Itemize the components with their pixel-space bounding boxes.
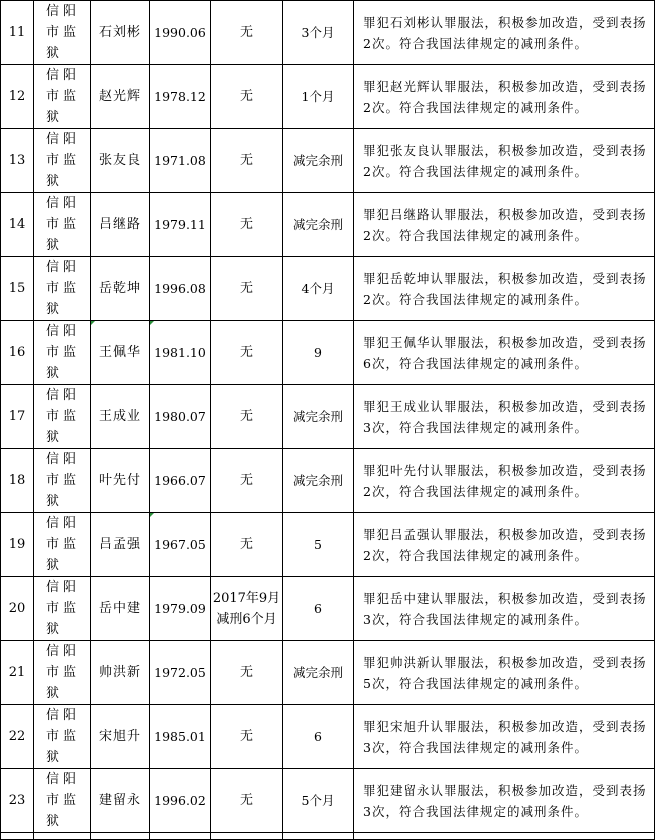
row-number-cell (1, 1, 34, 65)
prison-name-cell (34, 321, 91, 385)
proposed-reduction-cell (283, 513, 354, 577)
empty-cell (211, 833, 283, 840)
previous-reduction-cell (211, 193, 283, 257)
previous-reduction-cell (211, 705, 283, 769)
previous-reduction: 无 (239, 793, 253, 808)
row-number: 21 (8, 665, 26, 680)
table-row (1, 1, 655, 65)
inmate-name: 石刘彬 (98, 25, 141, 40)
reason-text: 罪犯吕孟强认罪服法，积极参加改造，受到表扬2次，符合我国法律规定的减刑条件。 (363, 526, 647, 563)
inmate-name-cell (91, 641, 150, 705)
inmate-name: 张友良 (98, 153, 141, 168)
inmate-name: 帅洪新 (98, 665, 141, 680)
row-number: 17 (8, 409, 26, 424)
reason-text: 罪犯赵光辉认罪服法，积极参加改造，受到表扬2次。符合我国法律规定的减刑条件。 (363, 78, 647, 115)
inmate-name-cell (91, 321, 150, 385)
row-number: 19 (8, 537, 26, 552)
prison-name-cell (34, 513, 91, 577)
prison-name-cell (34, 449, 91, 513)
prison-name: 信阳市监狱 (46, 68, 81, 125)
inmate-name-cell (91, 705, 150, 769)
inmate-name: 岳中建 (98, 601, 141, 616)
birth-date: 1985.01 (154, 729, 206, 744)
prison-name-cell (34, 769, 91, 833)
reason-text: 罪犯吕继路认罪服法，积极参加改造，受到表扬2次。符合我国法律规定的减刑条件。 (363, 206, 647, 243)
reason-text: 罪犯岳乾坤认罪服法，积极参加改造，受到表扬2次。符合我国法律规定的减刑条件。 (363, 270, 647, 307)
row-number: 14 (8, 217, 26, 232)
row-number-cell (1, 705, 34, 769)
proposed-reduction-cell (283, 257, 354, 321)
previous-reduction: 2017年9月减刑6个月 (212, 590, 281, 627)
table-row (1, 65, 655, 129)
prison-name-cell (34, 641, 91, 705)
table-row (1, 257, 655, 321)
prison-name: 信阳市监狱 (46, 324, 81, 381)
previous-reduction: 无 (239, 25, 253, 40)
table-row (1, 385, 655, 449)
reason-text-cell (354, 769, 655, 833)
proposed-reduction-cell (283, 193, 354, 257)
table-row-partial (1, 833, 655, 840)
inmate-name-cell (91, 257, 150, 321)
row-number-cell (1, 65, 34, 129)
row-number-cell (1, 385, 34, 449)
row-number: 11 (8, 25, 26, 40)
birth-date: 1990.06 (154, 25, 206, 40)
empty-cell (283, 833, 354, 840)
previous-reduction: 无 (239, 665, 253, 680)
previous-reduction-cell (211, 257, 283, 321)
reason-text-cell (354, 193, 655, 257)
proposed-reduction-cell (283, 385, 354, 449)
previous-reduction-cell (211, 769, 283, 833)
birth-date: 1979.09 (154, 601, 206, 616)
row-number-cell (1, 513, 34, 577)
cell-comment-marker (150, 321, 154, 325)
prison-name: 信阳市监狱 (46, 196, 81, 253)
row-number: 12 (8, 89, 26, 104)
row-number: 16 (8, 345, 26, 360)
reason-text-cell (354, 705, 655, 769)
birth-date: 1978.12 (154, 89, 206, 104)
inmate-name: 赵光辉 (98, 89, 141, 104)
empty-cell (91, 833, 150, 840)
prison-name: 信阳市监狱 (46, 452, 81, 509)
empty-cell (1, 833, 34, 840)
reason-text: 罪犯张友良认罪服法，积极参加改造，受到表扬2次。符合我国法律规定的减刑条件。 (363, 142, 647, 179)
previous-reduction-cell (211, 385, 283, 449)
table-row (1, 577, 655, 641)
reason-text: 罪犯王成业认罪服法，积极参加改造，受到表扬3次，符合我国法律规定的减刑条件。 (363, 398, 647, 435)
proposed-reduction: 减完余刑 (292, 473, 343, 488)
inmate-name: 吕继路 (98, 217, 141, 232)
birth-date-cell (150, 321, 211, 385)
birth-date: 1979.11 (154, 217, 206, 232)
reason-text-cell (354, 449, 655, 513)
reason-text: 罪犯石刘彬认罪服法，积极参加改造，受到表扬2次。符合我国法律规定的减刑条件。 (363, 14, 647, 51)
reason-text: 罪犯宋旭升认罪服法，积极参加改造，受到表扬3次，符合我国法律规定的减刑条件。 (363, 718, 647, 755)
birth-date: 1971.08 (154, 153, 206, 168)
reason-text-cell (354, 321, 655, 385)
proposed-reduction-cell (283, 321, 354, 385)
proposed-reduction-cell (283, 769, 354, 833)
inmate-name-cell (91, 193, 150, 257)
birth-date-cell (150, 641, 211, 705)
reason-text-cell (354, 129, 655, 193)
row-number-cell (1, 257, 34, 321)
proposed-reduction-cell (283, 65, 354, 129)
table-body (1, 1, 655, 840)
previous-reduction-cell (211, 129, 283, 193)
proposed-reduction-cell (283, 577, 354, 641)
reason-text-cell (354, 65, 655, 129)
table-row (1, 641, 655, 705)
previous-reduction: 无 (239, 217, 253, 232)
inmate-name-cell (91, 65, 150, 129)
proposed-reduction-cell (283, 1, 354, 65)
proposed-reduction: 减完余刑 (292, 217, 343, 232)
reason-text-cell (354, 1, 655, 65)
previous-reduction: 无 (239, 729, 253, 744)
row-number-cell (1, 769, 34, 833)
row-number-cell (1, 641, 34, 705)
table-row (1, 705, 655, 769)
empty-cell (34, 833, 91, 840)
previous-reduction-cell (211, 1, 283, 65)
reason-text-cell (354, 577, 655, 641)
reason-text-cell (354, 385, 655, 449)
previous-reduction-cell (211, 449, 283, 513)
birth-date: 1981.10 (154, 345, 206, 360)
inmate-name-cell (91, 769, 150, 833)
reason-text: 罪犯建留永认罪服法，积极参加改造，受到表扬3次，符合我国法律规定的减刑条件。 (363, 782, 647, 819)
birth-date: 1996.08 (154, 281, 206, 296)
previous-reduction-cell (211, 513, 283, 577)
inmate-name-cell (91, 513, 150, 577)
birth-date-cell (150, 129, 211, 193)
prison-name-cell (34, 385, 91, 449)
birth-date-cell (150, 193, 211, 257)
prison-name: 信阳市监狱 (46, 708, 81, 765)
prison-name: 信阳市监狱 (46, 516, 81, 573)
proposed-reduction: 减完余刑 (292, 409, 343, 424)
birth-date: 1966.07 (154, 473, 206, 488)
empty-cell (150, 833, 211, 840)
inmate-name-cell (91, 385, 150, 449)
birth-date: 1980.07 (154, 409, 206, 424)
previous-reduction: 无 (239, 409, 253, 424)
reason-text: 罪犯帅洪新认罪服法，积极参加改造，受到表扬5次，符合我国法律规定的减刑条件。 (363, 654, 647, 691)
inmate-name: 宋旭升 (98, 729, 141, 744)
row-number: 20 (8, 601, 26, 616)
birth-date-cell (150, 449, 211, 513)
previous-reduction: 无 (239, 281, 253, 296)
inmate-name: 岳乾坤 (98, 281, 141, 296)
birth-date-cell (150, 705, 211, 769)
proposed-reduction: 5个月 (301, 793, 335, 808)
inmate-name: 王成业 (98, 409, 141, 424)
proposed-reduction-cell (283, 449, 354, 513)
table-row (1, 193, 655, 257)
birth-date-cell (150, 385, 211, 449)
row-number-cell (1, 449, 34, 513)
empty-cell (354, 833, 655, 840)
birth-date-cell (150, 577, 211, 641)
reason-text: 罪犯王佩华认罪服法，积极参加改造，受到表扬6次，符合我国法律规定的减刑条件。 (363, 334, 647, 371)
row-number-cell (1, 577, 34, 641)
table-row (1, 449, 655, 513)
prison-name: 信阳市监狱 (46, 580, 81, 637)
previous-reduction-cell (211, 65, 283, 129)
proposed-reduction: 6 (314, 601, 322, 616)
inmate-name-cell (91, 577, 150, 641)
prison-name-cell (34, 257, 91, 321)
proposed-reduction: 减完余刑 (292, 153, 343, 168)
prison-name-cell (34, 1, 91, 65)
table-row (1, 129, 655, 193)
inmate-name-cell (91, 129, 150, 193)
prison-name: 信阳市监狱 (46, 772, 81, 829)
proposed-reduction-cell (283, 641, 354, 705)
proposed-reduction-cell (283, 705, 354, 769)
proposed-reduction: 4个月 (301, 281, 335, 296)
row-number: 15 (8, 281, 26, 296)
previous-reduction-cell (211, 577, 283, 641)
row-number: 18 (8, 473, 26, 488)
previous-reduction: 无 (239, 537, 253, 552)
prison-name-cell (34, 65, 91, 129)
prison-name: 信阳市监狱 (46, 132, 81, 189)
reason-text-cell (354, 257, 655, 321)
birth-date: 1967.05 (154, 537, 206, 552)
birth-date: 1996.02 (154, 793, 206, 808)
proposed-reduction: 9 (314, 345, 322, 360)
prison-name: 信阳市监狱 (46, 260, 81, 317)
proposed-reduction-cell (283, 129, 354, 193)
proposed-reduction: 3个月 (301, 25, 335, 40)
prison-name: 信阳市监狱 (46, 644, 81, 701)
row-number-cell (1, 193, 34, 257)
reason-text-cell (354, 641, 655, 705)
prison-name-cell (34, 193, 91, 257)
prison-name-cell (34, 129, 91, 193)
row-number-cell (1, 129, 34, 193)
reason-text: 罪犯岳中建认罪服法，积极参加改造，受到表扬3次，符合我国法律规定的减刑条件。 (363, 590, 647, 627)
inmate-name-cell (91, 449, 150, 513)
proposed-reduction: 5 (314, 537, 322, 552)
birth-date-cell (150, 513, 211, 577)
proposed-reduction: 6 (314, 729, 322, 744)
birth-date: 1972.05 (154, 665, 206, 680)
row-number: 22 (8, 729, 26, 744)
inmate-name: 建留永 (98, 793, 141, 808)
birth-date-cell (150, 769, 211, 833)
inmate-name: 王佩华 (98, 345, 141, 360)
previous-reduction: 无 (239, 345, 253, 360)
reason-text: 罪犯叶先付认罪服法，积极参加改造，受到表扬2次，符合我国法律规定的减刑条件。 (363, 462, 647, 499)
row-number: 13 (8, 153, 26, 168)
prison-name: 信阳市监狱 (46, 388, 81, 445)
cell-comment-marker (91, 321, 95, 325)
prison-name: 信阳市监狱 (46, 4, 81, 61)
inmate-name: 吕孟强 (98, 537, 141, 552)
proposed-reduction: 1个月 (301, 89, 335, 104)
previous-reduction-cell (211, 321, 283, 385)
previous-reduction: 无 (239, 89, 253, 104)
birth-date-cell (150, 1, 211, 65)
previous-reduction: 无 (239, 153, 253, 168)
table-row (1, 769, 655, 833)
row-number: 23 (8, 793, 26, 808)
row-number-cell (1, 321, 34, 385)
inmate-name: 叶先付 (98, 473, 141, 488)
cell-comment-marker (150, 513, 154, 517)
previous-reduction-cell (211, 641, 283, 705)
reason-text-cell (354, 513, 655, 577)
previous-reduction: 无 (239, 473, 253, 488)
prison-name-cell (34, 705, 91, 769)
table-row (1, 513, 655, 577)
inmate-name-cell (91, 1, 150, 65)
table-row (1, 321, 655, 385)
prison-name-cell (34, 577, 91, 641)
proposed-reduction: 减完余刑 (292, 665, 343, 680)
birth-date-cell (150, 65, 211, 129)
birth-date-cell (150, 257, 211, 321)
